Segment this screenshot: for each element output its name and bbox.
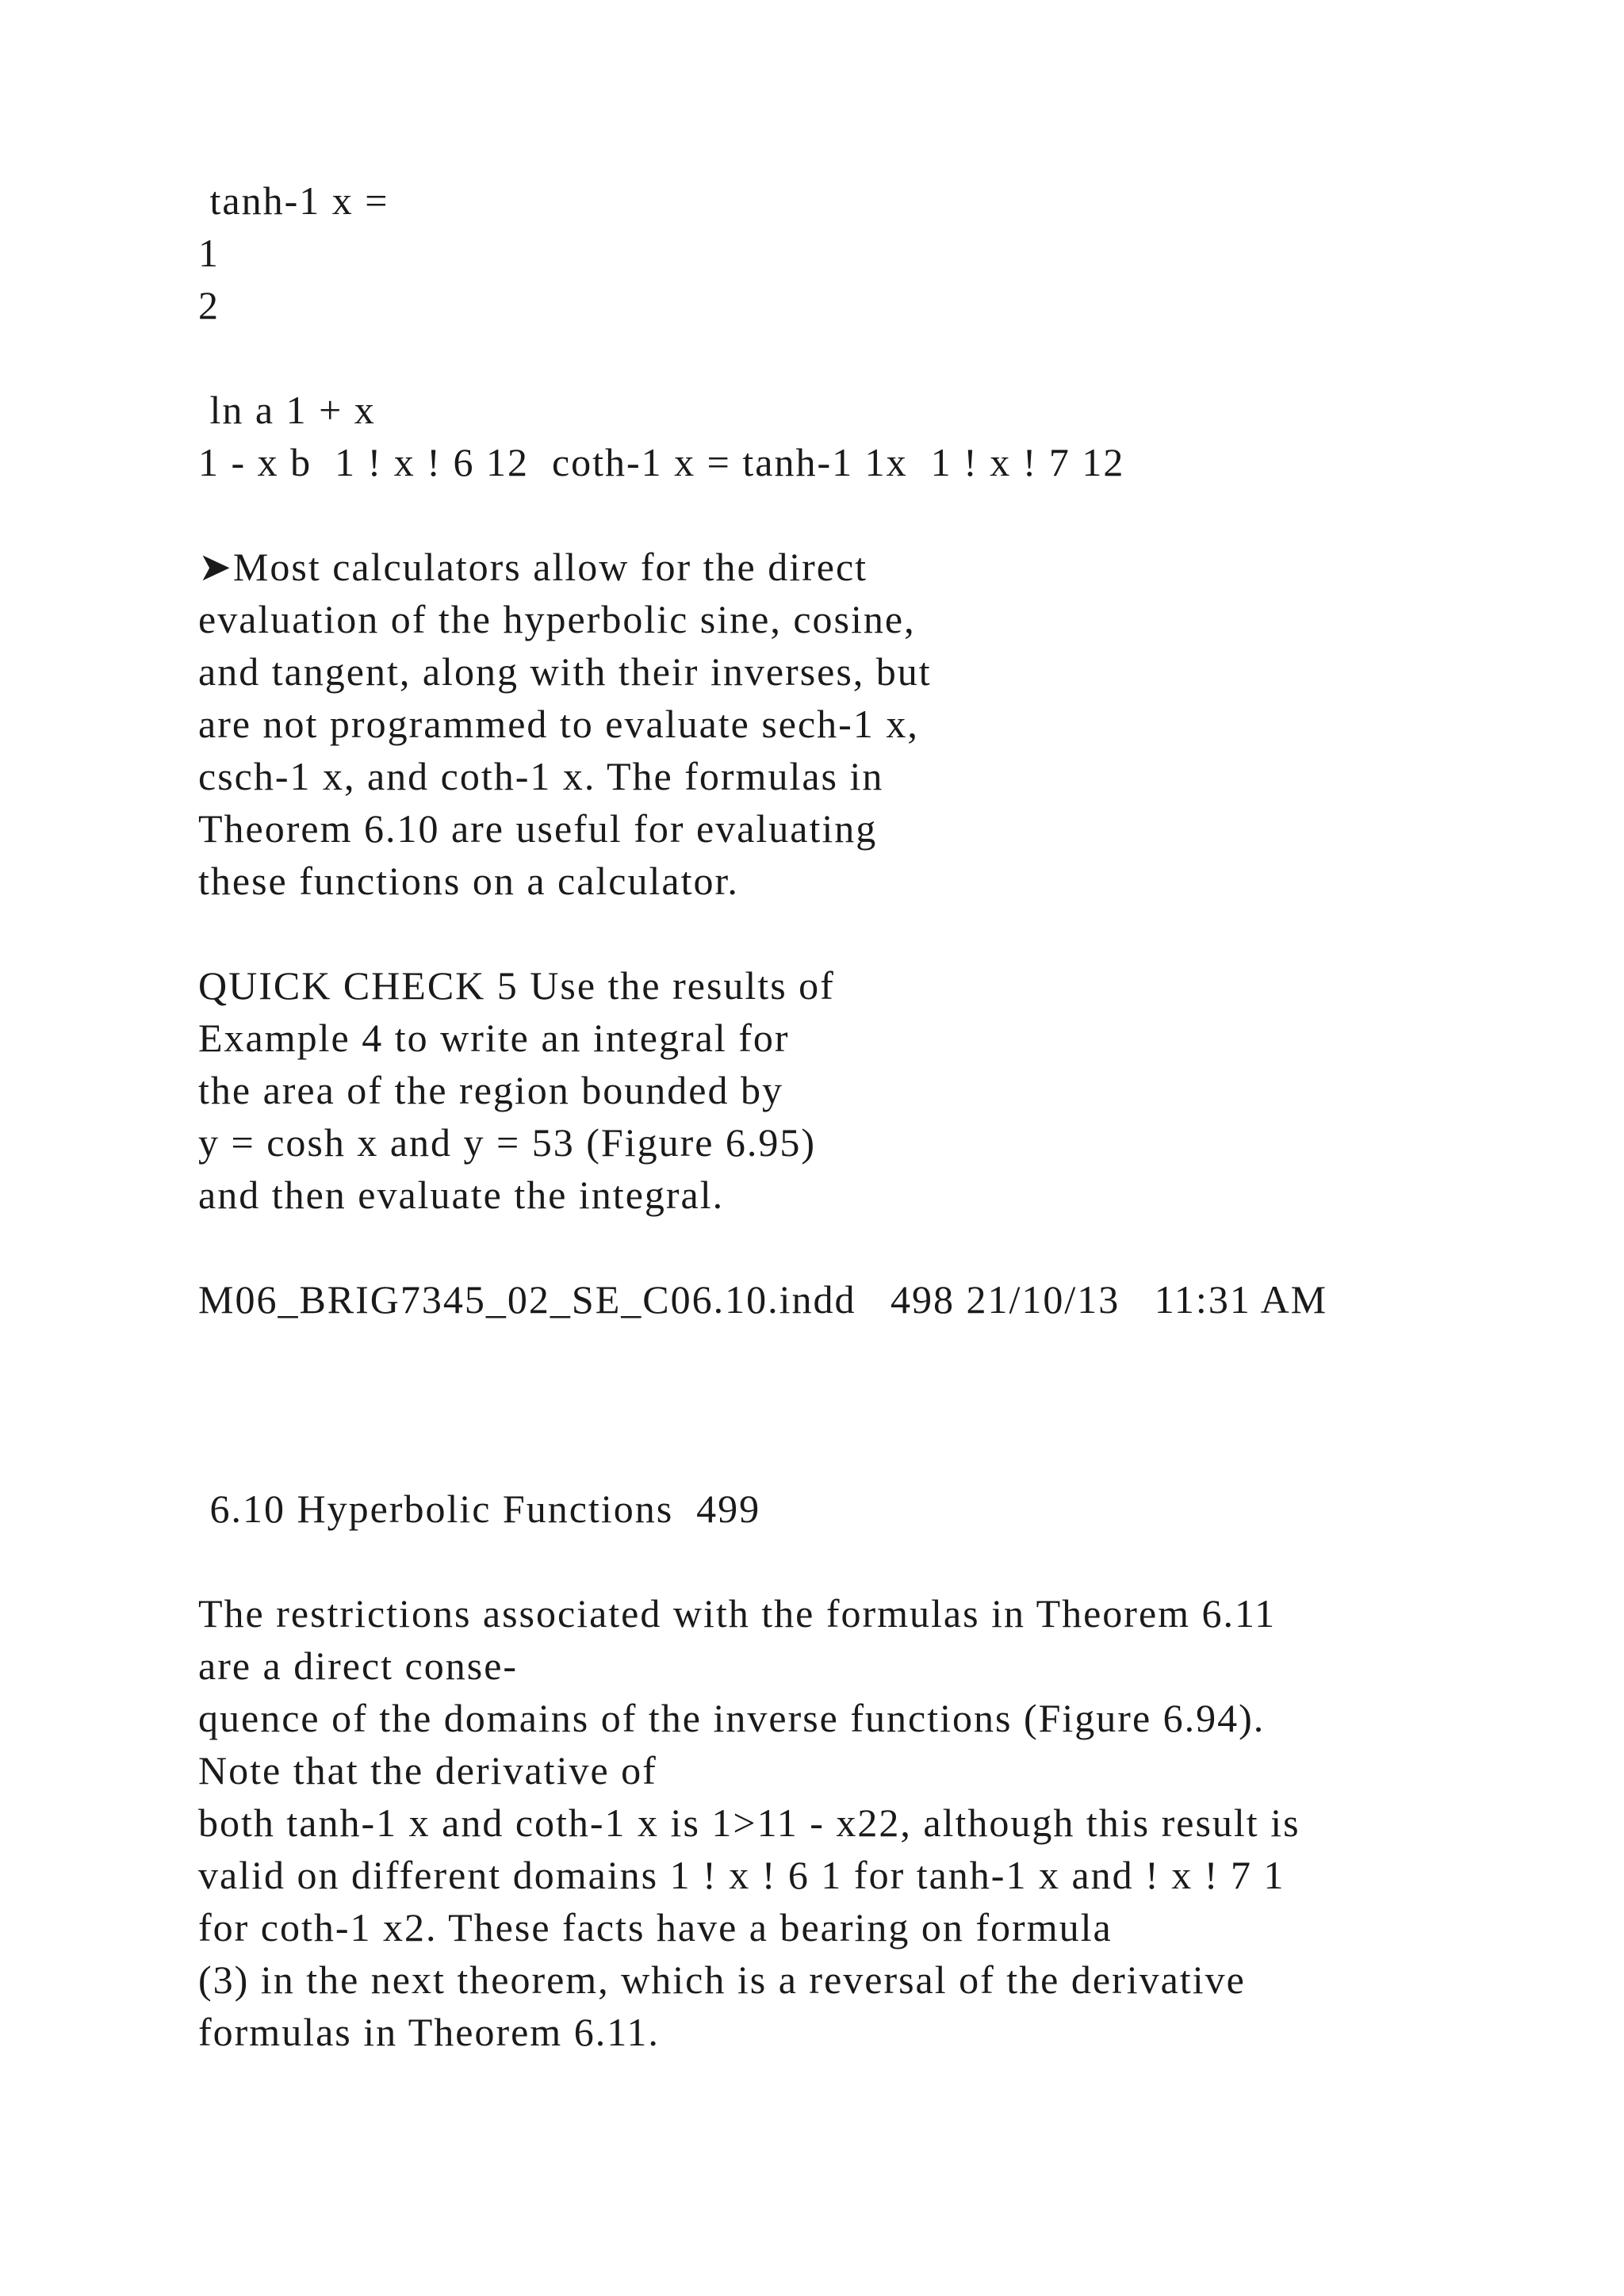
body-line: valid on different domains 1 ! x ! 6 1 for tanh-1 x and ! x ! 7 1 — [198, 1853, 1285, 1897]
margin-note-line: these functions on a calculator. — [198, 859, 739, 903]
quick-check-line: Example 4 to write an integral for — [198, 1016, 790, 1060]
formula-line: 1 - x b 1 ! x ! 6 12 coth-1 x = tanh-1 1x 1 ! x ! 7 12 — [198, 440, 1125, 484]
margin-note-line: Theorem 6.10 are useful for evaluating — [198, 806, 878, 851]
body-line: (3) in the next theorem, which is a reversal of the derivative — [198, 1957, 1246, 2002]
margin-note-line: are not programmed to evaluate sech-1 x, — [198, 702, 919, 746]
formula-line: 1 — [198, 231, 220, 275]
margin-note-text: Most calculators allow for the direct — [232, 545, 868, 589]
body-line: quence of the domains of the inverse functions (Figure 6.94). — [198, 1696, 1266, 1740]
running-head: 6.10 Hyperbolic Functions 499 — [198, 1487, 761, 1531]
quick-check-line: and then evaluate the integral. — [198, 1173, 725, 1217]
body-line: Note that the derivative of — [198, 1748, 657, 1793]
margin-note-line: csch-1 x, and coth-1 x. The formulas in — [198, 754, 884, 798]
margin-note-line: and tangent, along with their inverses, but — [198, 649, 932, 694]
quick-check-line: the area of the region bounded by — [198, 1068, 783, 1112]
quick-check-line: y = cosh x and y = 53 (Figure 6.95) — [198, 1120, 817, 1165]
margin-note-line: evaluation of the hyperbolic sine, cosine, — [198, 597, 916, 641]
quick-check-line: QUICK CHECK 5 Use the results of — [198, 963, 835, 1008]
arrow-icon: ➤ — [198, 545, 233, 589]
body-line: The restrictions associated with the formulas in Theorem 6.11 — [198, 1591, 1277, 1636]
file-info: M06_BRIG7345_02_SE_C06.10.indd 498 21/10/13 11:31 AM — [198, 1277, 1328, 1322]
body-line: both tanh-1 x and coth-1 x is 1>11 - x22, although this result is — [198, 1800, 1300, 1845]
body-line: for coth-1 x2. These facts have a bearing on formula — [198, 1905, 1113, 1950]
body-line: are a direct conse- — [198, 1644, 519, 1688]
margin-note-line — [198, 541, 868, 593]
body-line: formulas in Theorem 6.11. — [198, 2010, 660, 2054]
formula-line: 2 — [198, 283, 220, 327]
formula-line: tanh-1 x = — [198, 178, 389, 223]
formula-line: ln a 1 + x — [198, 388, 376, 432]
